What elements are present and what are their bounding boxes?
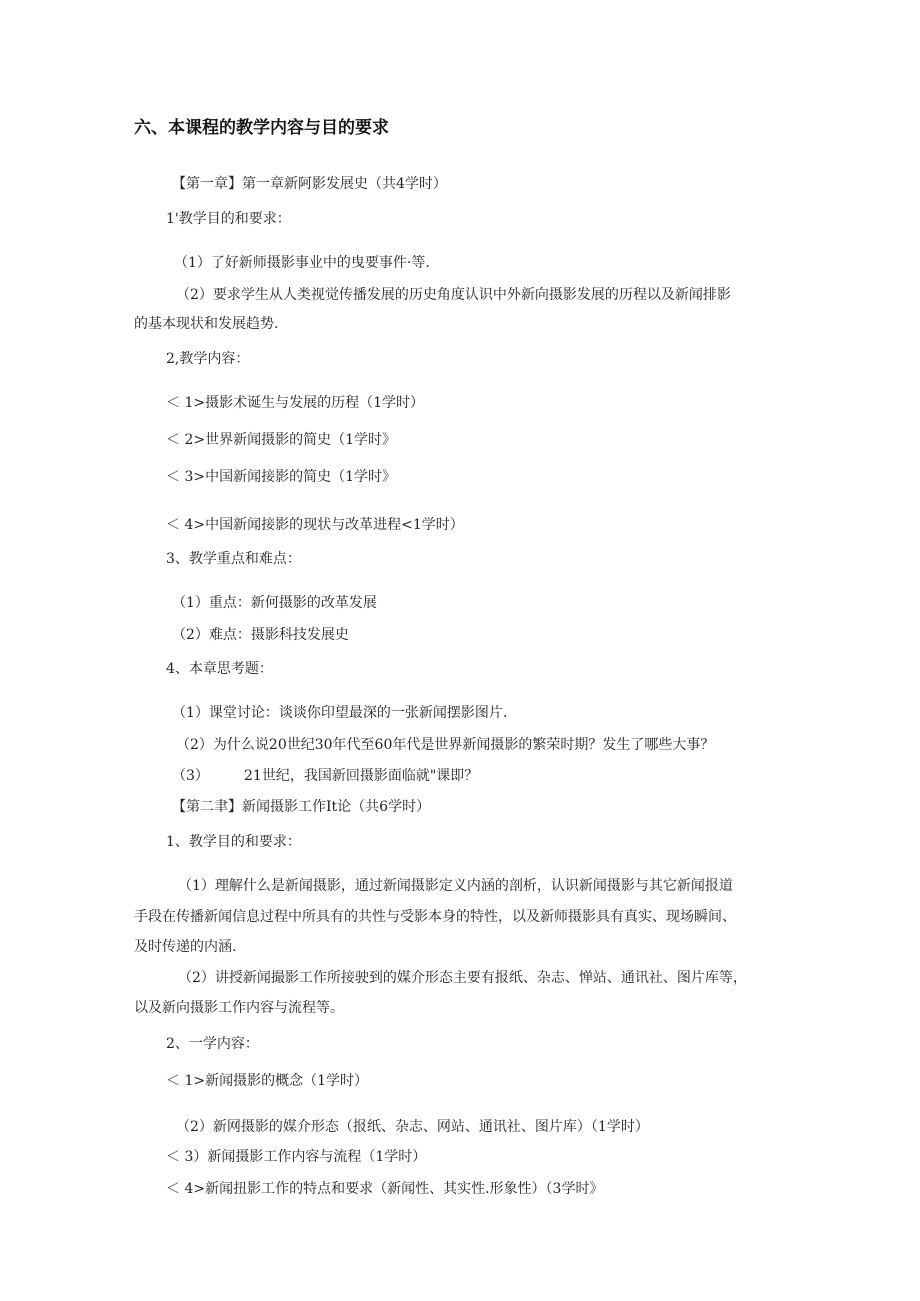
chapter1-key-heading: 3、教学重点和难点： [166,551,301,567]
chapter1-key-1: （1）重点：新何摄影的改革发展 [172,595,377,611]
chapter1-goal-heading: 1'教学目的和要求： [166,211,291,227]
chapter1-title: 【第一章】第一章新阿影发展史（共4学时） [172,176,447,192]
chapter1-think-3-number: （3） [172,768,209,784]
chapter2-content-4: ＜ 4>新闻扭影工作的特点和要求（新闻性、其实性.形象性）（3学时》 [166,1181,604,1197]
chapter2-goal-heading: 1、教学目的和要求： [166,834,301,850]
chapter2-goal-2-line2: 以及新向摄影工作内容与流程等。 [134,1000,344,1016]
chapter1-think-1: （1）课堂讨论：谈谈你印望最深的一张新闻摆影图片. [172,705,508,721]
chapter1-think-3-text: 21世纪，我国新回摄影面临就"课即？ [244,768,479,784]
chapter1-goal-1: （1）了好新师摄影事业中的曳要事件·等. [174,255,430,271]
chapter1-content-heading: 2,教学内容： [166,351,250,367]
chapter2-title: 【第二聿】新闻摄影工作It论（共6学时） [172,799,431,815]
chapter1-content-1: ＜ 1>摄影术诞生与发展的历程（1学时） [166,395,424,411]
chapter1-key-2: （2）难点：摄影科技发展史 [172,627,349,643]
chapter1-goal-2-line1: （2）要求学生从人类视觉传播发展的历史角度认识中外新向摄影发展的历程以及新闻排影 [176,287,731,303]
chapter1-content-4: ＜ 4>中国新闻接影的现状与改革进程<1学时） [166,517,464,533]
chapter2-goal-1-line1: （1）理解什么是新闻摄影，通过新闻摄影定义内涵的剖析，认识新闻摄影与其它新闻报道 [178,878,733,894]
chapter1-goal-2-line2: 的基本现状和发展趋势. [134,316,279,332]
chapter2-goal-1-line3: 及时传递的内涵. [134,939,237,955]
chapter1-think-2: （2）为什么说20世纪30年代至60年代是世界新闻摄影的繁荣时期？发生了哪些大事？ [176,737,715,753]
chapter1-content-3: ＜ 3>中国新闻接影的简史（1学时》 [166,469,396,485]
chapter2-content-1: ＜ 1>新闻摄影的概念（1学时） [166,1073,368,1089]
chapter2-goal-1-line2: 手段在传播新闻信息过程中所具有的共性与受影本身的特性，以及新师摄影具有真实、现场瞬间、 [134,909,736,925]
chapter2-content-3: ＜ 3）新闻摄影工作内容与流程（1学时） [166,1149,427,1165]
chapter1-think-heading: 4、本章思考题： [166,661,273,677]
chapter2-content-2: （2）新网摄影的媒介形态（报纸、杂志、网站、通讯社、图片库）（1学时） [176,1119,649,1135]
section-title: 六、本课程的教学内容与目的要求 [134,118,389,138]
chapter2-content-heading: 2、一学内容： [166,1036,259,1052]
chapter2-goal-2-line1: （2）讲授新闻撮影工作所接驶到的媒介形态主要有报纸、杂志、惮站、通讯社、图片库等， [178,970,747,986]
chapter1-content-2: ＜ 2>世界新闻摄影的简史（1学时》 [166,432,396,448]
